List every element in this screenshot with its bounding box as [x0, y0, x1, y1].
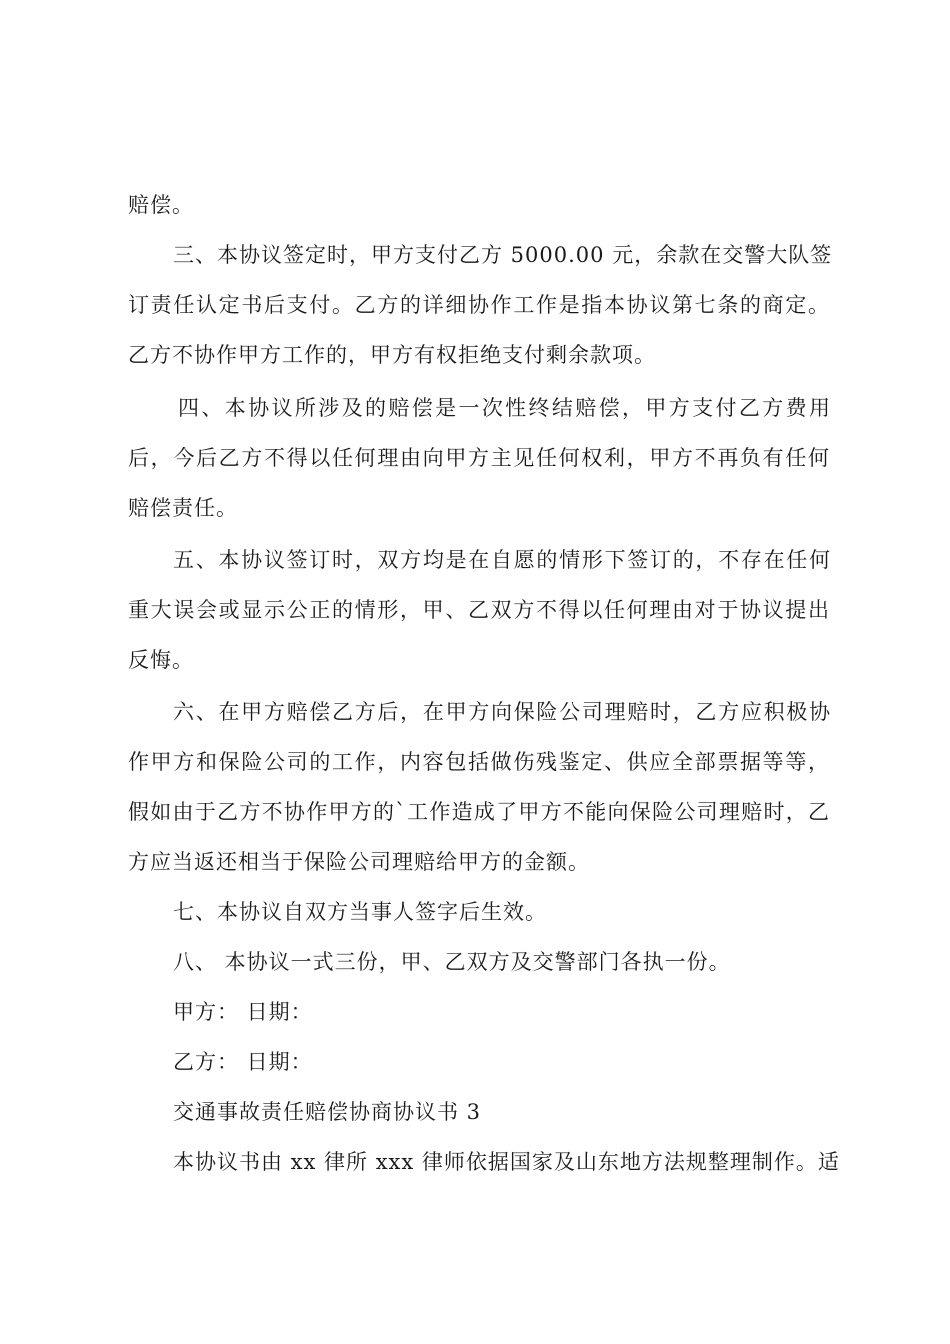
text-line: 八、 本协议一式三份，甲、乙双方及交警部门各执一份。 — [173, 950, 731, 974]
text-line: 赔偿责任。 — [128, 496, 238, 520]
signature-party-b: 乙方： 日期： — [173, 1050, 313, 1074]
text-line: 后，今后乙方不得以任何理由向甲方主见任何权利，甲方不再负有任何 — [128, 446, 830, 470]
text-line: 作甲方和保险公司的工作，内容包括做伤残鉴定、供应全部票据等等， — [128, 750, 830, 774]
text-line: 假如由于乙方不协作甲方的`工作造成了甲方不能向保险公司理赔时，乙 — [128, 800, 830, 824]
text-line: 七、本协议自双方当事人签字后生效。 — [173, 900, 547, 924]
text-line: 重大误会或显示公正的情形，甲、乙双方不得以任何理由对于协议提出 — [128, 598, 830, 622]
text-line: 反悔。 — [128, 648, 194, 672]
text-line: 订责任认定书后支付。乙方的详细协作工作是指本协议第七条的商定。 — [128, 293, 830, 317]
text-line: 六、在甲方赔偿乙方后，在甲方向保险公司理赔时，乙方应积极协 — [173, 700, 831, 724]
text-line: 五、本协议签订时，双方均是在自愿的情形下签订的，不存在任何 — [173, 548, 831, 572]
section-title: 交通事故责任赔偿协商协议书 3 — [173, 1100, 482, 1124]
text-line: 方应当返还相当于保险公司理赔给甲方的金额。 — [128, 850, 590, 874]
signature-party-a: 甲方： 日期： — [173, 1000, 313, 1024]
text-line: 本协议书由 xx 律所 xxx 律师依据国家及山东地方法规整理制作。适 — [173, 1150, 840, 1174]
text-line: 赔偿。 — [128, 193, 194, 217]
text-line: 三、本协议签定时，甲方支付乙方 5000.00 元，余款在交警大队签 — [173, 243, 833, 267]
text-line: 乙方不协作甲方工作的，甲方有权拒绝支付剩余款项。 — [128, 343, 656, 367]
text-line: 四、本协议所涉及的赔偿是一次性终结赔偿，甲方支付乙方费用 — [178, 396, 831, 420]
